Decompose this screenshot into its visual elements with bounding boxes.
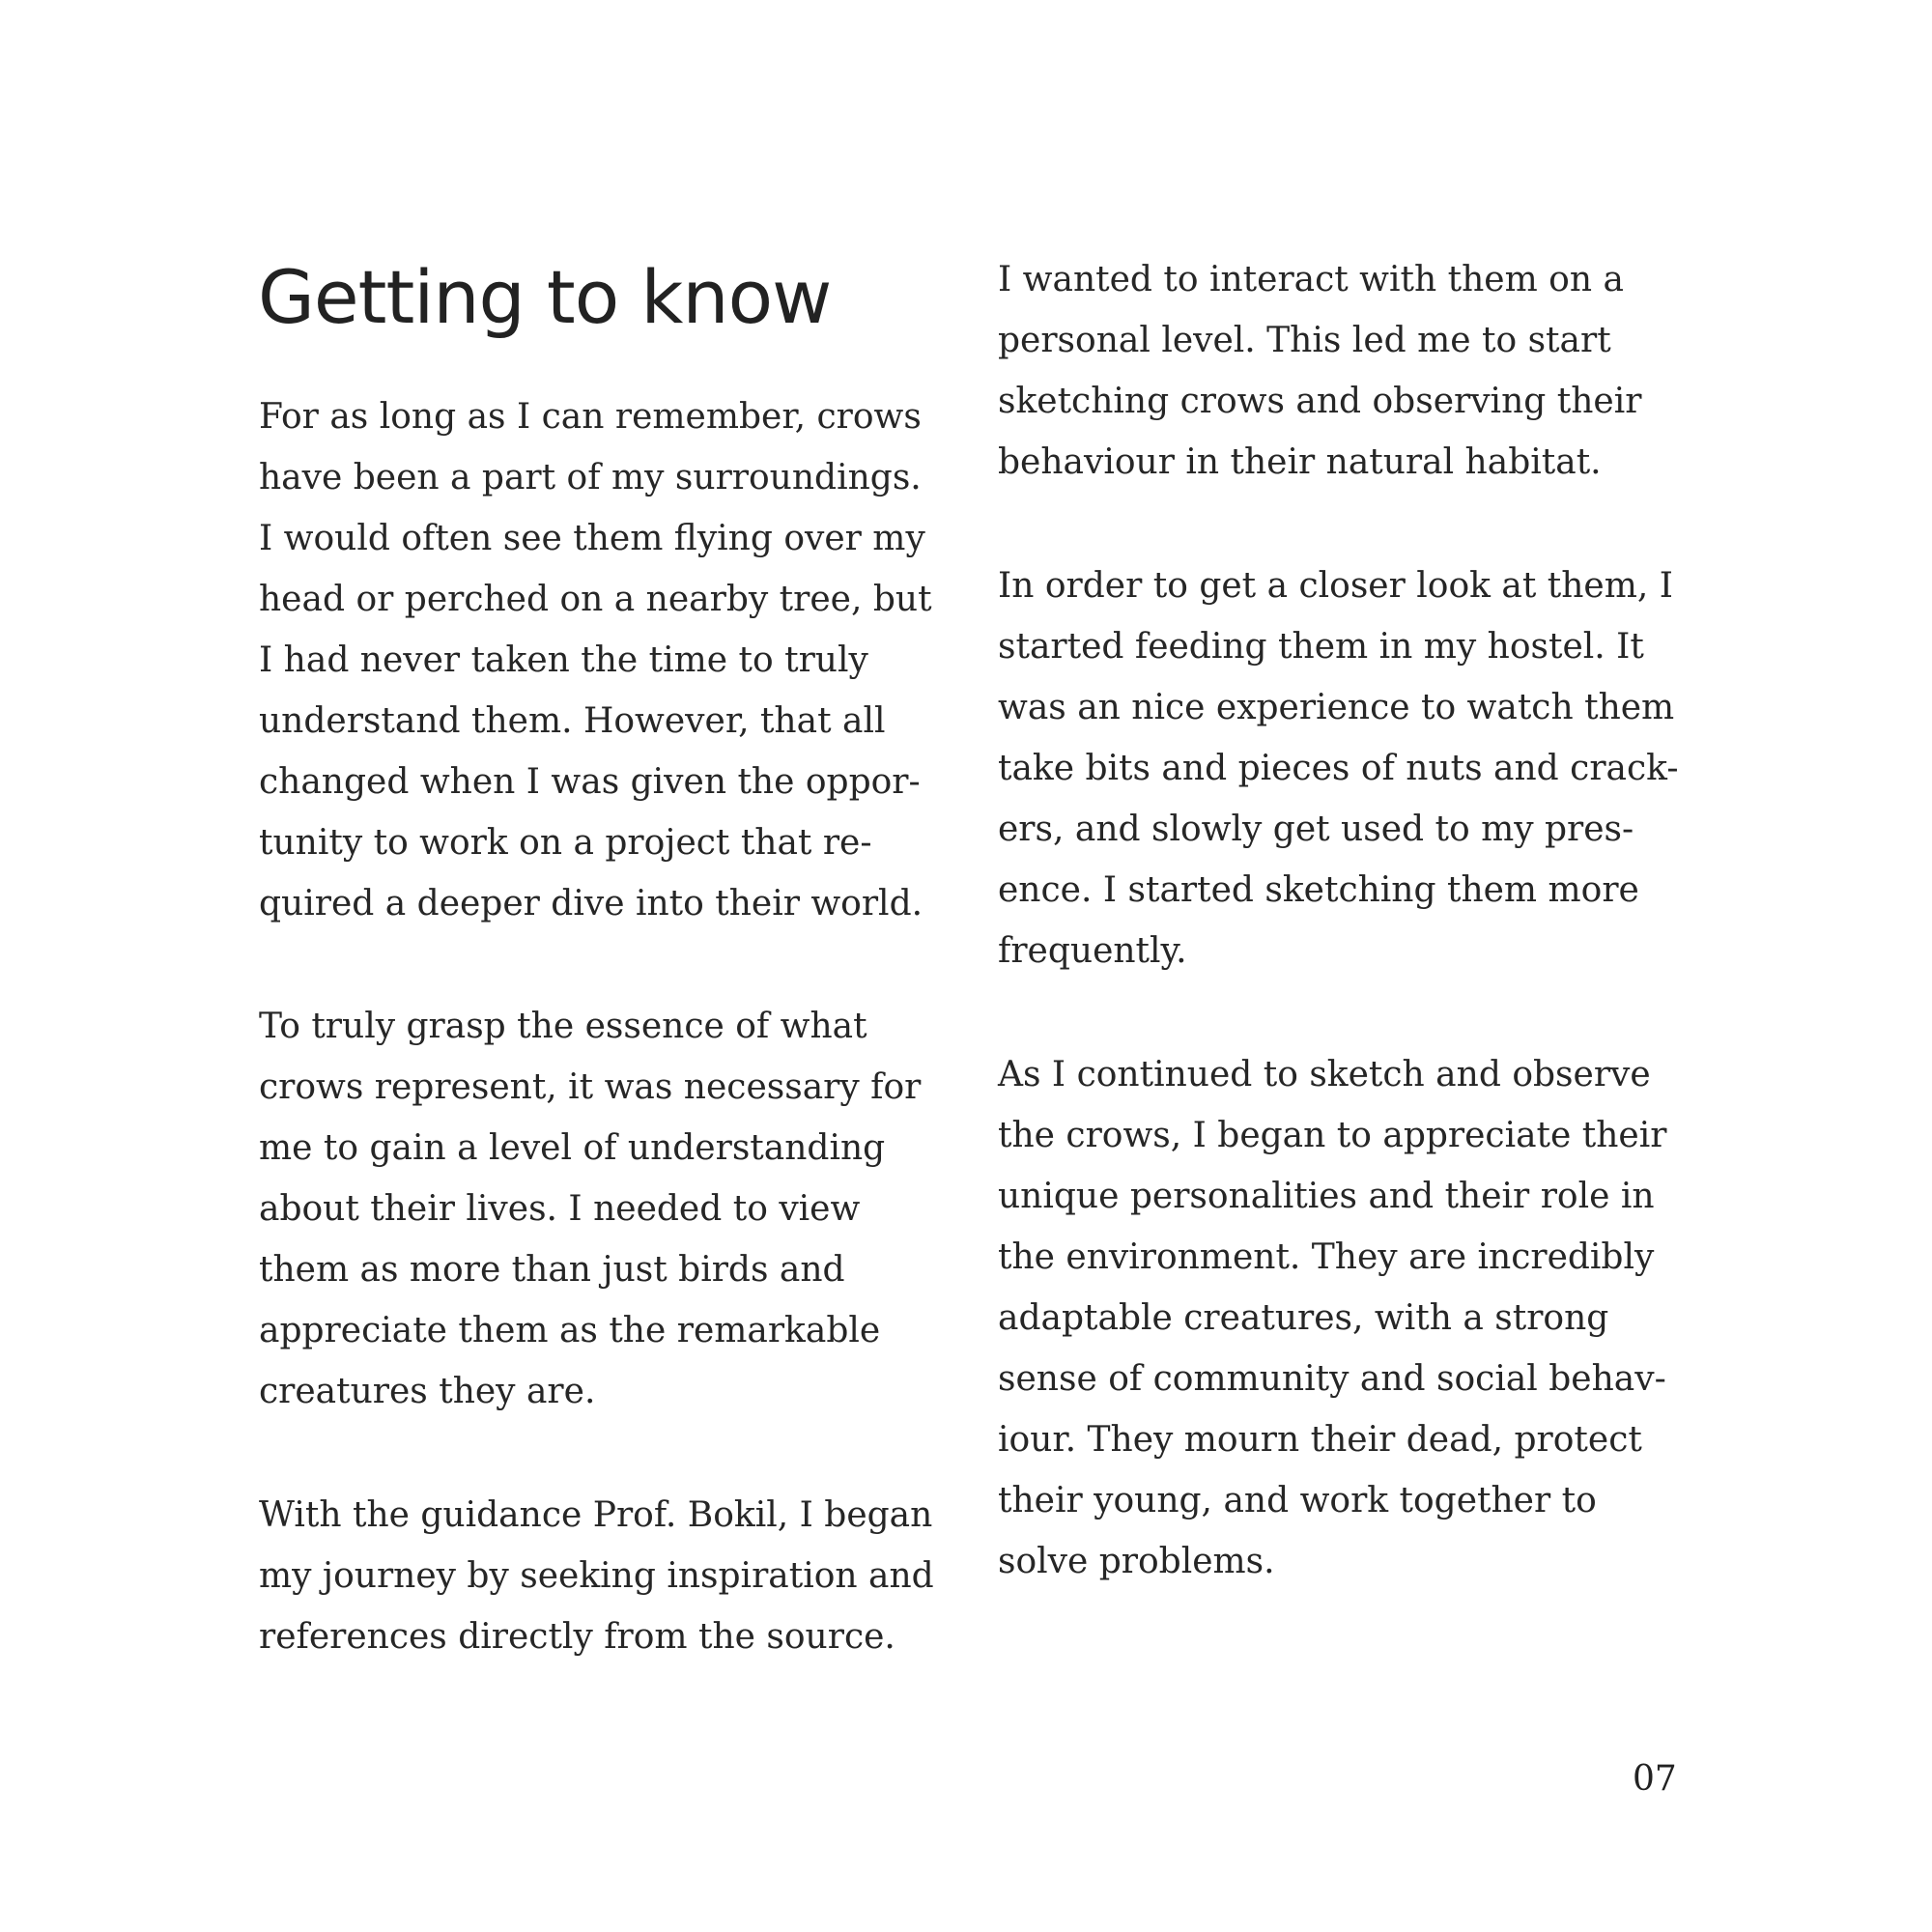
- text-line: crows represent, it was necessary for: [259, 1067, 922, 1107]
- left-paragraph-2: [259, 996, 921, 1422]
- text-line: solve problems.: [998, 1542, 1275, 1581]
- page-number: 07: [1633, 1759, 1677, 1799]
- text-line: sketching crows and observing their: [998, 382, 1642, 421]
- text-line: adaptable creatures, with a strong: [998, 1298, 1609, 1338]
- text-line: With the guidance Prof. Bokil, I began: [259, 1495, 933, 1535]
- right-paragraph-1: [998, 249, 1641, 493]
- text-line: tunity to work on a project that re-: [259, 823, 872, 863]
- text-line: take bits and pieces of nuts and crack-: [998, 749, 1679, 788]
- text-line: the environment. They are incredibly: [998, 1237, 1655, 1277]
- text-line: me to gain a level of understanding: [259, 1128, 886, 1168]
- text-line: understand them. However, that all: [259, 701, 886, 741]
- text-line: references directly from the source.: [259, 1617, 895, 1657]
- text-line: frequently.: [998, 931, 1187, 971]
- right-paragraph-3: [998, 1044, 1666, 1592]
- text-line: was an nice experience to watch them: [998, 688, 1675, 727]
- right-paragraph-2: [998, 555, 1679, 981]
- text-line: have been a part of my surroundings.: [259, 458, 922, 497]
- text-line: To truly grasp the essence of what: [259, 1007, 867, 1046]
- text-line: the crows, I began to appreciate their: [998, 1116, 1667, 1155]
- text-line: As I continued to sketch and observe: [998, 1055, 1651, 1094]
- text-line: about their lives. I needed to view: [259, 1189, 861, 1229]
- text-line: ence. I started sketching them more: [998, 870, 1639, 910]
- text-line: their young, and work together to: [998, 1481, 1597, 1520]
- text-line: changed when I was given the oppor-: [259, 762, 921, 802]
- text-line: In order to get a closer look at them, I: [998, 566, 1673, 606]
- text-line: personal level. This led me to start: [998, 321, 1611, 360]
- text-line: I had never taken the time to truly: [259, 640, 868, 680]
- left-paragraph-3: [259, 1485, 934, 1667]
- text-line: started feeding them in my hostel. It: [998, 627, 1644, 667]
- text-line: I wanted to interact with them on a: [998, 260, 1624, 299]
- text-line: them as more than just birds and: [259, 1250, 845, 1290]
- text-line: unique personalities and their role in: [998, 1177, 1655, 1216]
- text-line: iour. They mourn their dead, protect: [998, 1420, 1642, 1460]
- text-line: For as long as I can remember, crows: [259, 397, 922, 437]
- text-line: sense of community and social behav-: [998, 1359, 1666, 1399]
- text-line: creatures they are.: [259, 1372, 596, 1411]
- text-line: appreciate them as the remarkable: [259, 1311, 881, 1350]
- text-line: quired a deeper dive into their world.: [259, 884, 923, 923]
- text-line: head or perched on a nearby tree, but: [259, 580, 932, 619]
- page-title: Getting to know: [258, 254, 832, 340]
- text-line: I would often see them flying over my: [259, 519, 925, 558]
- text-line: my journey by seeking inspiration and: [259, 1556, 934, 1596]
- text-line: ers, and slowly get used to my pres-: [998, 810, 1634, 849]
- left-paragraph-1: [259, 386, 932, 934]
- text-line: behaviour in their natural habitat.: [998, 442, 1602, 482]
